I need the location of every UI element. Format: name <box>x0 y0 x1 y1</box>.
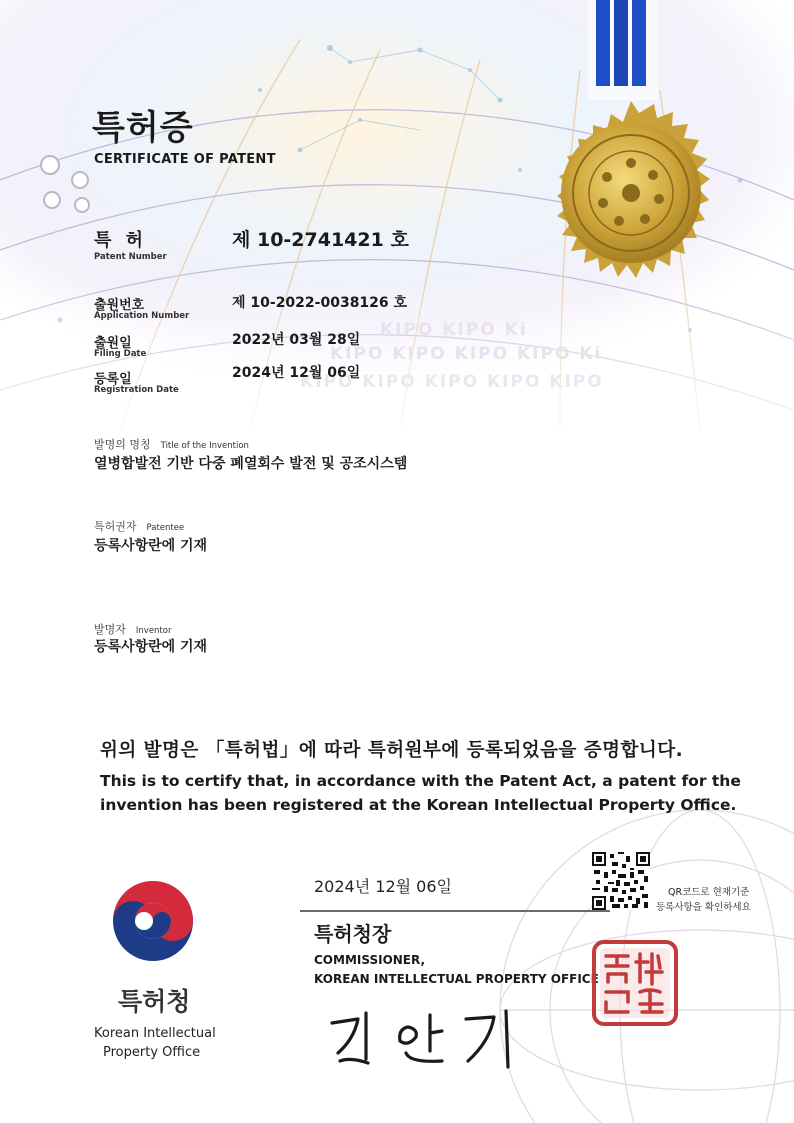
commissioner-title-en-line2: KOREAN INTELLECTUAL PROPERTY OFFICE <box>314 972 599 986</box>
gold-seal <box>536 98 726 288</box>
watermark: KIPO KIPO Ki <box>380 320 528 340</box>
commissioner-title-en-line1: COMMISSIONER, <box>314 953 426 967</box>
registration-date-label: 등록일 <box>94 372 132 387</box>
ribbon-stripe <box>632 0 646 86</box>
issue-date: 2024년 12월 06일 <box>314 877 452 896</box>
patentee-value: 등록사항란에 기재 <box>94 538 208 554</box>
invention-title-label: 발명의 명칭 <box>94 438 151 451</box>
qr-code[interactable] <box>592 852 650 910</box>
office-name-en-line1: Korean Intellectual <box>94 1026 216 1041</box>
certificate-subtitle: CERTIFICATE OF PATENT <box>94 152 276 167</box>
divider-line <box>300 910 610 912</box>
certificate-title: 특허증 <box>92 108 194 148</box>
office-name-en-line2: Property Office <box>103 1045 201 1060</box>
signature <box>320 1005 520 1070</box>
patent-number-label: 특 허 <box>94 230 148 251</box>
certification-statement-en-line2: invention has been registered at the Korean Intellectual Property Office. <box>100 796 737 814</box>
qr-note-line1: QR코드로 현재기준 <box>668 887 750 898</box>
patent-number-label-en: Patent Number <box>94 252 167 262</box>
inventor-label: 발명자 <box>94 623 126 636</box>
qr-note-line2: 등록사항을 확인하세요 <box>656 902 751 913</box>
application-number-label: 출원번호 <box>94 298 145 313</box>
filing-date-value: 2022년 03월 28일 <box>232 332 361 348</box>
application-number-label-en: Application Number <box>94 311 190 321</box>
patent-number-value: 제 10-2741421 호 <box>232 229 409 251</box>
watermark: KIPO KIPO KIPO KIPO KIPO <box>300 372 604 392</box>
registration-date-label-en: Registration Date <box>94 385 179 395</box>
inventor-value: 등록사항란에 기재 <box>94 639 208 655</box>
patentee-label: 특허권자 <box>94 520 137 533</box>
inventor-label-en: Inventor <box>135 626 172 636</box>
ribbon-stripe <box>614 0 628 86</box>
office-name-ko: 특허청 <box>118 987 191 1016</box>
invention-title-value: 열병합발전 기반 다중 폐열회수 발전 및 공조시스템 <box>94 456 408 472</box>
invention-title-header <box>94 433 249 452</box>
ribbon-stripe <box>596 0 610 86</box>
filing-date-label-en: Filing Date <box>94 349 147 359</box>
certification-statement-en-line1: This is to certify that, in accordance with the Patent Act, a patent for the <box>100 772 741 790</box>
commissioner-title-ko: 특허청장 <box>314 922 392 946</box>
registration-date-value: 2024년 12월 06일 <box>232 365 361 381</box>
certification-statement-ko: 위의 발명은 「특허법」에 따라 특허원부에 등록되었음을 증명합니다. <box>100 740 684 761</box>
patentee-header <box>94 515 184 534</box>
official-stamp <box>590 938 680 1028</box>
kipo-logo-icon <box>108 876 198 966</box>
invention-title-label-en: Title of the Invention <box>160 441 249 451</box>
watermark: KIPO KIPO KIPO KIPO Ki <box>330 344 603 364</box>
application-number-value: 제 10-2022-0038126 호 <box>232 295 408 311</box>
patentee-label-en: Patentee <box>146 523 185 533</box>
filing-date-label: 출원일 <box>94 336 132 351</box>
inventor-header <box>94 618 171 637</box>
